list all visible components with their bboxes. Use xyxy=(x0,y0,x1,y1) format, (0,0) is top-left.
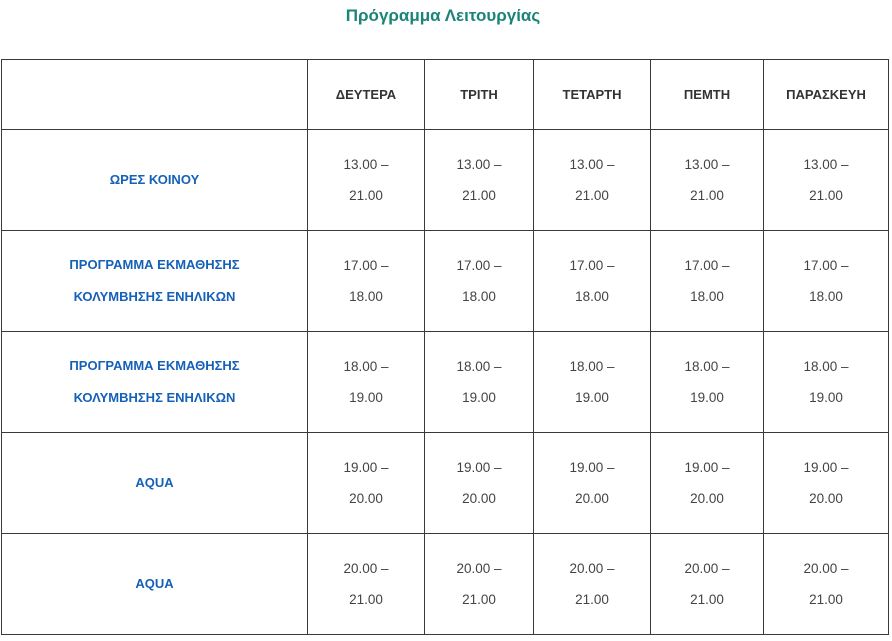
table-row xyxy=(2,433,889,534)
row-label-cell xyxy=(2,231,308,332)
time-cell-thursday xyxy=(651,130,764,231)
time-cell-monday xyxy=(308,231,425,332)
time-end: 21.00 xyxy=(349,592,383,607)
time-start: 13.00 – xyxy=(803,157,849,172)
row-label-line: ΚΟΛΥΜΒΗΣΗΣ ΕΝΗΛΙΚΩΝ xyxy=(73,390,236,405)
time-start: 19.00 – xyxy=(803,460,849,475)
time-start: 13.00 – xyxy=(343,157,389,172)
time-cell-monday xyxy=(308,534,425,635)
time-start: 19.00 – xyxy=(569,460,615,475)
time-end: 20.00 xyxy=(462,491,496,506)
time-start: 13.00 – xyxy=(456,157,502,172)
time-end: 18.00 xyxy=(575,289,609,304)
time-cell-tuesday xyxy=(425,534,534,635)
time-start: 17.00 – xyxy=(569,258,615,273)
time-cell-wednesday xyxy=(534,433,651,534)
time-end: 19.00 xyxy=(462,390,496,405)
time-start: 20.00 – xyxy=(684,561,730,576)
page-title: Πρόγραμμα Λειτουργίας xyxy=(345,6,541,25)
row-label-line: ΠΡΟΓΡΑΜΜΑ ΕΚΜΑΘΗΣΗΣ xyxy=(69,257,240,272)
time-start: 18.00 – xyxy=(684,359,730,374)
time-cell-tuesday xyxy=(425,433,534,534)
row-label-cell xyxy=(2,332,308,433)
time-start: 20.00 – xyxy=(456,561,502,576)
row-label-line: ΚΟΛΥΜΒΗΣΗΣ ΕΝΗΛΙΚΩΝ xyxy=(73,289,236,304)
time-start: 17.00 – xyxy=(803,258,849,273)
time-end: 19.00 xyxy=(809,390,843,405)
time-end: 20.00 xyxy=(349,491,383,506)
time-cell-wednesday xyxy=(534,332,651,433)
time-start: 13.00 – xyxy=(569,157,615,172)
row-label-line: ΠΡΟΓΡΑΜΜΑ ΕΚΜΑΘΗΣΗΣ xyxy=(69,358,240,373)
row-label-cell xyxy=(2,433,308,534)
header-corner-cell xyxy=(2,60,308,130)
time-cell-friday xyxy=(764,130,889,231)
time-end: 21.00 xyxy=(462,188,496,203)
time-end: 20.00 xyxy=(690,491,724,506)
header-day-friday: ΠΑΡΑΣΚΕΥΗ xyxy=(764,60,889,130)
time-cell-friday xyxy=(764,332,889,433)
table-row xyxy=(2,332,889,433)
time-start: 18.00 – xyxy=(803,359,849,374)
table-row xyxy=(2,130,889,231)
time-start: 17.00 – xyxy=(456,258,502,273)
time-cell-thursday xyxy=(651,332,764,433)
schedule-body xyxy=(2,130,889,635)
time-end: 18.00 xyxy=(462,289,496,304)
header-day-monday: ΔΕΥΤΕΡΑ xyxy=(308,60,425,130)
time-end: 18.00 xyxy=(690,289,724,304)
table-header-row xyxy=(2,60,889,130)
time-cell-thursday xyxy=(651,534,764,635)
table-row xyxy=(2,231,889,332)
row-label-line: AQUA xyxy=(135,576,174,591)
header-day-wednesday: ΤΕΤΑΡΤΗ xyxy=(534,60,651,130)
time-end: 21.00 xyxy=(575,592,609,607)
time-end: 20.00 xyxy=(809,491,843,506)
time-end: 21.00 xyxy=(349,188,383,203)
time-start: 13.00 – xyxy=(684,157,730,172)
time-end: 21.00 xyxy=(462,592,496,607)
time-cell-wednesday xyxy=(534,534,651,635)
time-start: 17.00 – xyxy=(343,258,389,273)
time-end: 21.00 xyxy=(809,592,843,607)
row-label-cell xyxy=(2,534,308,635)
time-cell-monday xyxy=(308,130,425,231)
time-end: 19.00 xyxy=(349,390,383,405)
time-cell-monday xyxy=(308,332,425,433)
time-start: 17.00 – xyxy=(684,258,730,273)
time-end: 21.00 xyxy=(690,592,724,607)
time-start: 20.00 – xyxy=(343,561,389,576)
time-end: 18.00 xyxy=(809,289,843,304)
time-cell-wednesday xyxy=(534,231,651,332)
time-start: 19.00 – xyxy=(343,460,389,475)
header-day-tuesday: ΤΡΙΤΗ xyxy=(425,60,534,130)
row-label-line: ΩΡΕΣ ΚΟΙΝΟΥ xyxy=(109,172,200,187)
time-end: 21.00 xyxy=(809,188,843,203)
time-cell-monday xyxy=(308,433,425,534)
row-label-cell xyxy=(2,130,308,231)
time-cell-friday xyxy=(764,231,889,332)
time-start: 18.00 – xyxy=(569,359,615,374)
header-day-thursday: ΠΕΜΤΗ xyxy=(651,60,764,130)
time-cell-tuesday xyxy=(425,231,534,332)
schedule-table xyxy=(1,59,889,635)
time-end: 19.00 xyxy=(690,390,724,405)
time-end: 21.00 xyxy=(690,188,724,203)
table-row xyxy=(2,534,889,635)
time-cell-wednesday xyxy=(534,130,651,231)
time-start: 19.00 – xyxy=(684,460,730,475)
time-end: 19.00 xyxy=(575,390,609,405)
time-start: 20.00 – xyxy=(803,561,849,576)
time-end: 18.00 xyxy=(349,289,383,304)
time-cell-tuesday xyxy=(425,332,534,433)
time-cell-friday xyxy=(764,534,889,635)
time-cell-friday xyxy=(764,433,889,534)
time-cell-thursday xyxy=(651,433,764,534)
time-end: 20.00 xyxy=(575,491,609,506)
time-start: 19.00 – xyxy=(456,460,502,475)
time-cell-tuesday xyxy=(425,130,534,231)
row-label-line: AQUA xyxy=(135,475,174,490)
time-start: 18.00 – xyxy=(456,359,502,374)
time-start: 18.00 – xyxy=(343,359,389,374)
time-cell-thursday xyxy=(651,231,764,332)
time-start: 20.00 – xyxy=(569,561,615,576)
time-end: 21.00 xyxy=(575,188,609,203)
